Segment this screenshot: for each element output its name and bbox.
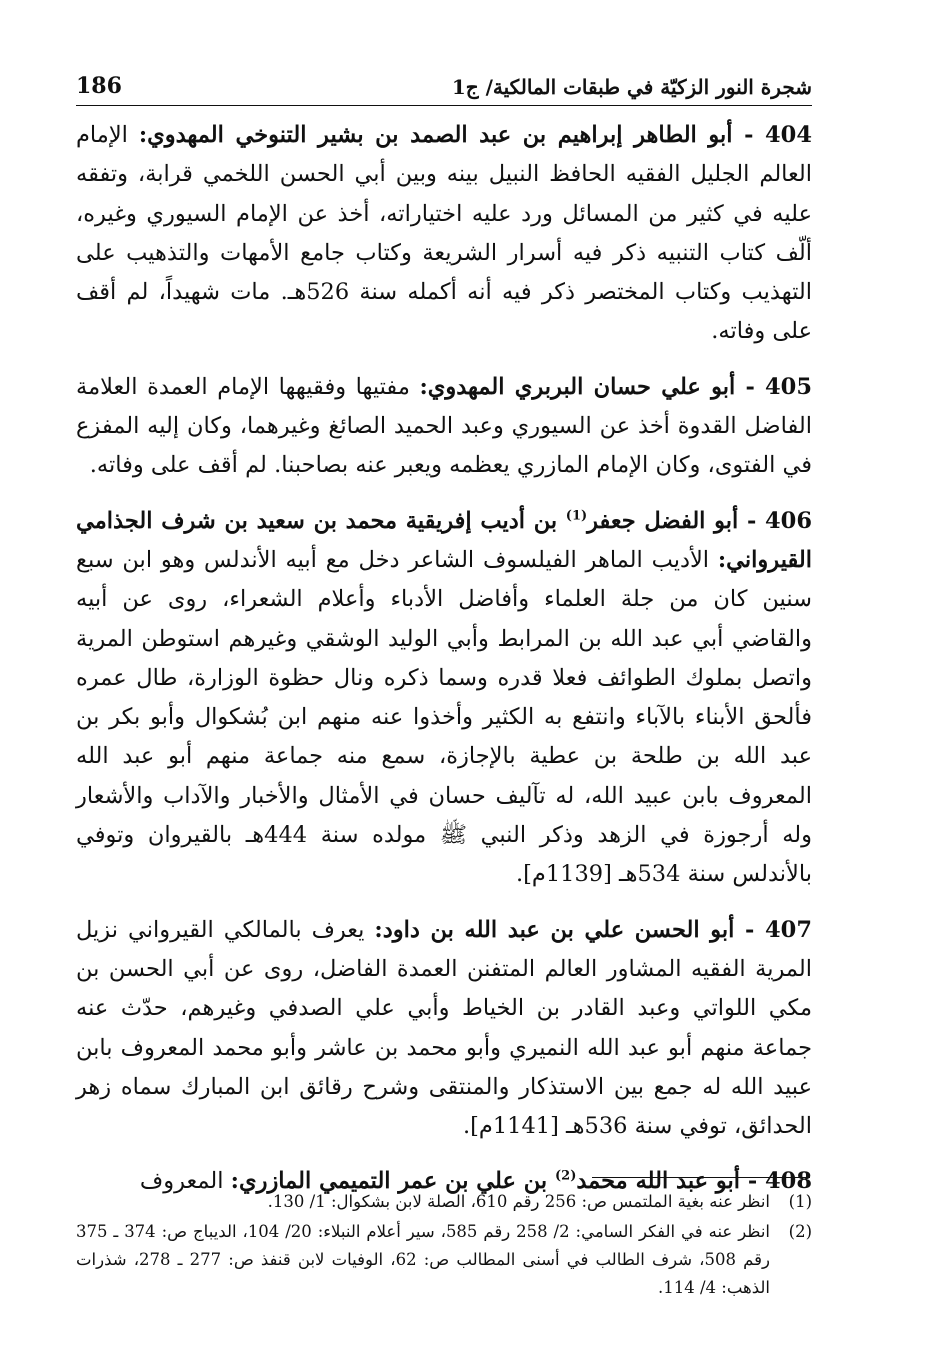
- entry-heading-part: بن علي بن عمر التميمي المازري:: [230, 1168, 555, 1195]
- footnote-ref-1[interactable]: (1): [565, 508, 588, 524]
- footnote-ref-2[interactable]: (2): [554, 1168, 577, 1184]
- entry-heading: 404 - أبو الطاهر إبراهيم بن عبد الصمد بن بشير التنوخي المهدوي:: [138, 122, 812, 148]
- main-text: [76, 116, 812, 1218]
- entry-text: الأديب الماهر الفيلسوف الشاعر دخل مع أبيه الأندلس وهو ابن سبع سنين كان من جلة العلماء وأفاضل الأدباء وأعلام الشعراء، روى عن أبيه والقاضي أبي عبد الله بن المرابط وأبي الوليد الوشقي وغيرهم استوطن المرية واتصل بملوك الطوائف فعلا قدره وسما ذكره ونال حظوة الوزارة، طال عمره فألحق الأبناء بالآباء وانتفع به الكثير وأخذوا عنه منهم ابن بُشكوال وأبو بكر بن عبد الله بن طلحة بن عطية بالإجازة، سمع منه جماعة منهم أبو عبد الله المعروف بابن عبيد الله، له تآليف حسان في الأمثال والأخبار والآداب والأشعار وله أرجوزة في الزهد وذكر النبي ﷺ مولده سنة 444هـ بالقيروان وتوفي بالأندلس سنة 534هـ [1139م].: [76, 546, 812, 888]
- page-number: 186: [76, 73, 122, 99]
- footnote-number: (2): [788, 1222, 812, 1241]
- running-title: شجرة النور الزكيّة في طبقات المالكية/ ج1: [451, 75, 812, 99]
- entry-text: الإمام العالم الجليل الفقيه الحافظ النبيل بينه وبين أبي الحسن اللخمي قرابة، وتفقه عليه في كثير من المسائل ورد عليه اختياراته، أخذ عن الإمام السيوري وغيره، ألّف كتاب التنبيه ذكر فيه أسرار الشريعة وكتاب جامع الأمهات والتذهيب على التهذيب وكتاب المختصر ذكر فيه أنه أكمله سنة 526هـ. مات شهيداً، لم أقف على وفاته.: [76, 122, 812, 345]
- footnote-text: انظر عنه في الفكر السامي: 2/ 258 رقم 585، سير أعلام النبلاء: 20/ 104، الديباج ص: 374 ـ 375 رقم 508، شرف الطالب في أسنى المطالب ص: 62، الوفيات لابن قنفذ ص: 277 ـ 278، شذرات الذهب: 4/ 114.: [76, 1222, 771, 1297]
- entry-heading: 405 - أبو علي حسان البربري المهدوي:: [419, 373, 812, 400]
- footnote-number: (1): [788, 1192, 812, 1211]
- entry-text: مفتيها وفقيهها الإمام العمدة العلامة الفاضل القدوة أخذ عن السيوري وعبد الحميد الصائغ وغيرهما، وكان إليه المفزع في الفتوى، وكان الإمام المازري يعظمه ويعبر عنه بصاحبنا. لم أقف على وفاته.: [76, 373, 812, 479]
- entry-heading: 407 - أبو الحسن علي بن عبد الله بن داود:: [374, 916, 812, 943]
- entry-407: [76, 911, 812, 1147]
- footnote-divider: [592, 1177, 810, 1178]
- page-header: [76, 70, 812, 106]
- entry-heading-part: 406 - أبو الفضل جعفر: [587, 507, 812, 534]
- entry-heading-part: 408 - أبو عبد الله محمد: [576, 1168, 812, 1195]
- footnotes: [76, 1188, 812, 1304]
- footnote-2: [76, 1218, 812, 1302]
- entry-text: يعرف بالمالكي القيرواني نزيل المرية الفقيه المشاور العالم المتفنن العمدة الفاضل، روى عن أبي الحسن بن مكي اللواتي وعبد القادر بن الخياط وأبي علي الصدفي وغيرهم، حدّث عنه جماعة منهم أبو عبد الله النميري وأبو محمد بن عاشر وأبو محمد المعروف بابن عبيد الله له جمع بين الاستذكار والمنتقى وشرح رقائق ابن المبارك سماه زهر الحدائق، توفي سنة 536هـ [1141م].: [76, 916, 812, 1140]
- entry-text: المعروف: [139, 1168, 231, 1195]
- entry-406: [76, 502, 812, 895]
- footnote-text: انظر عنه بغية الملتمس ص: 256 رقم 610، الصلة لابن بشكوال: 1/ 130.: [267, 1192, 770, 1211]
- entry-heading-part: بن أديب إفريقية محمد بن سعيد بن شرف الجذامي القيرواني:: [76, 507, 812, 573]
- entry-405: [76, 368, 812, 486]
- footnote-1: [76, 1188, 812, 1216]
- entry-404: [76, 116, 812, 352]
